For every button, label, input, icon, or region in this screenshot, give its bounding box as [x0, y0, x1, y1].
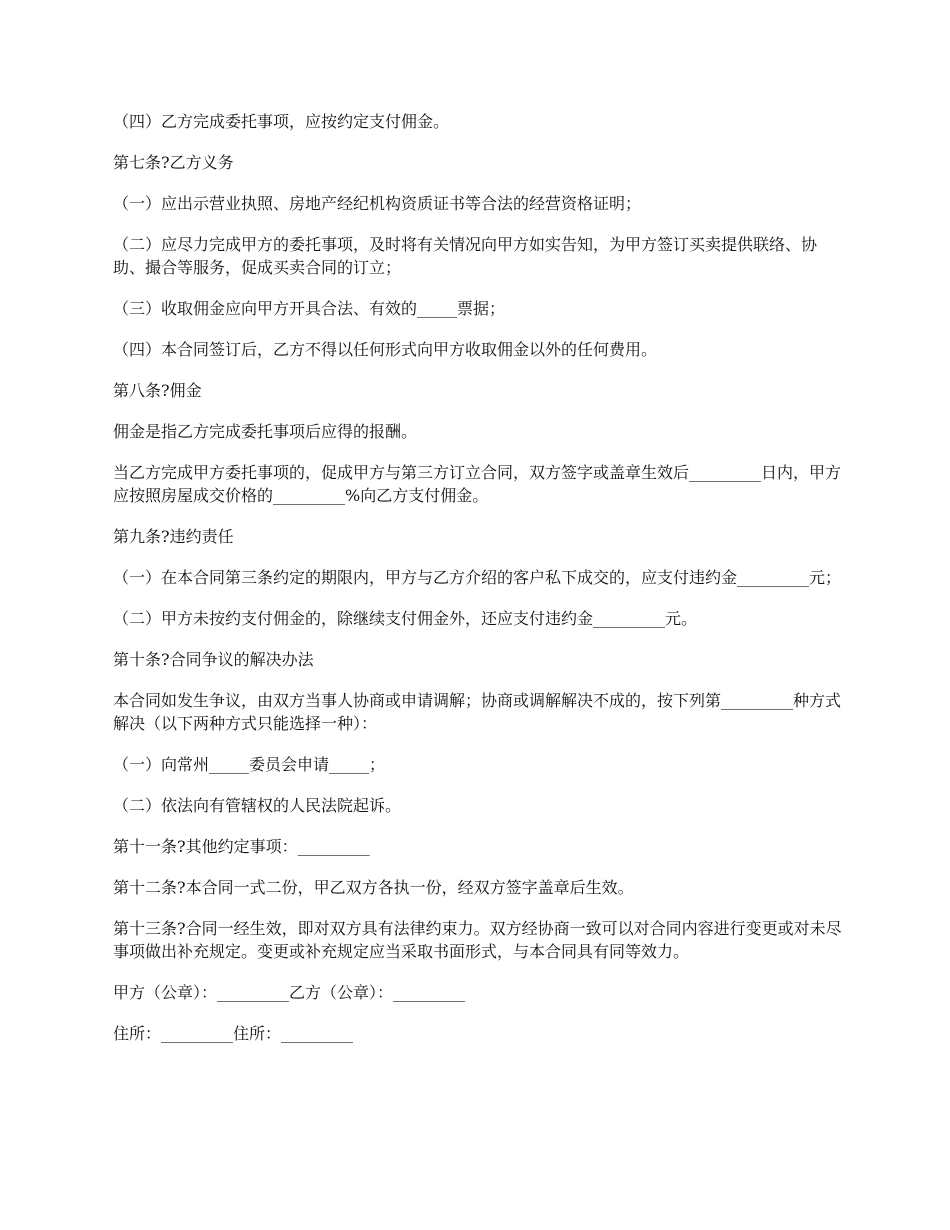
article-7-item-1: （一）应出示营业执照、房地产经纪机构资质证书等合法的经营资格证明； — [113, 194, 642, 213]
article-8-heading: 第八条?佣金 — [113, 381, 202, 400]
article-10-heading: 第十条?合同争议的解决办法 — [113, 650, 314, 669]
signature-line-seals: 甲方（公章）：_________乙方（公章）：_________ — [113, 983, 466, 1002]
article-10-item-1: （一）向常州_____委员会申请_____； — [113, 755, 386, 774]
article-10-body: 本合同如发生争议，由双方当事人协商或申请调解；协商或调解解决不成的，按下列第_________种方式解决（以下两种方式只能选择一种）： — [113, 691, 842, 733]
article-11: 第十一条?其他约定事项：_________ — [113, 837, 370, 856]
article-8-definition: 佣金是指乙方完成委托事项后应得的报酬。 — [113, 422, 418, 441]
signature-line-address: 住所：_________住所：_________ — [113, 1024, 354, 1043]
clause-4-payment: （四）乙方完成委托事项，应按约定支付佣金。 — [113, 112, 450, 131]
document-page — [113, 110, 843, 1063]
article-7-item-3: （三）收取佣金应向甲方开具合法、有效的_____票据； — [113, 299, 506, 318]
article-12: 第十二条?本合同一式二份，甲乙双方各执一份，经双方签字盖章后生效。 — [113, 878, 634, 897]
article-7-item-4: （四）本合同签订后，乙方不得以任何形式向甲方收取佣金以外的任何费用。 — [113, 340, 658, 359]
article-7-item-2: （二）应尽力完成甲方的委托事项，及时将有关情况向甲方如实告知，为甲方签订买卖提供联络、协助、撮合等服务，促成买卖合同的订立； — [113, 235, 818, 277]
article-9-heading: 第九条?违约责任 — [113, 527, 234, 546]
article-10-item-2: （二）依法向有管辖权的人民法院起诉。 — [113, 796, 402, 815]
article-13: 第十三条?合同一经生效，即对双方具有法律约束力。双方经协商一致可以对合同内容进行变更或对未尽事项做出补充规定。变更或补充规定应当采取书面形式，与本合同具有同等效力。 — [113, 919, 842, 961]
article-9-item-1: （一）在本合同第三条约定的期限内，甲方与乙方介绍的客户私下成交的，应支付违约金_________元； — [113, 568, 842, 587]
article-9-item-2: （二）甲方未按约支付佣金的，除继续支付佣金外，还应支付违约金_________元。 — [113, 609, 698, 628]
article-8-terms: 当乙方完成甲方委托事项的，促成甲方与第三方订立合同，双方签字或盖章生效后_________日内，甲方应按照房屋成交价格的_________%向乙方支付佣金。 — [113, 463, 842, 505]
article-7-heading: 第七条?乙方义务 — [113, 153, 234, 172]
